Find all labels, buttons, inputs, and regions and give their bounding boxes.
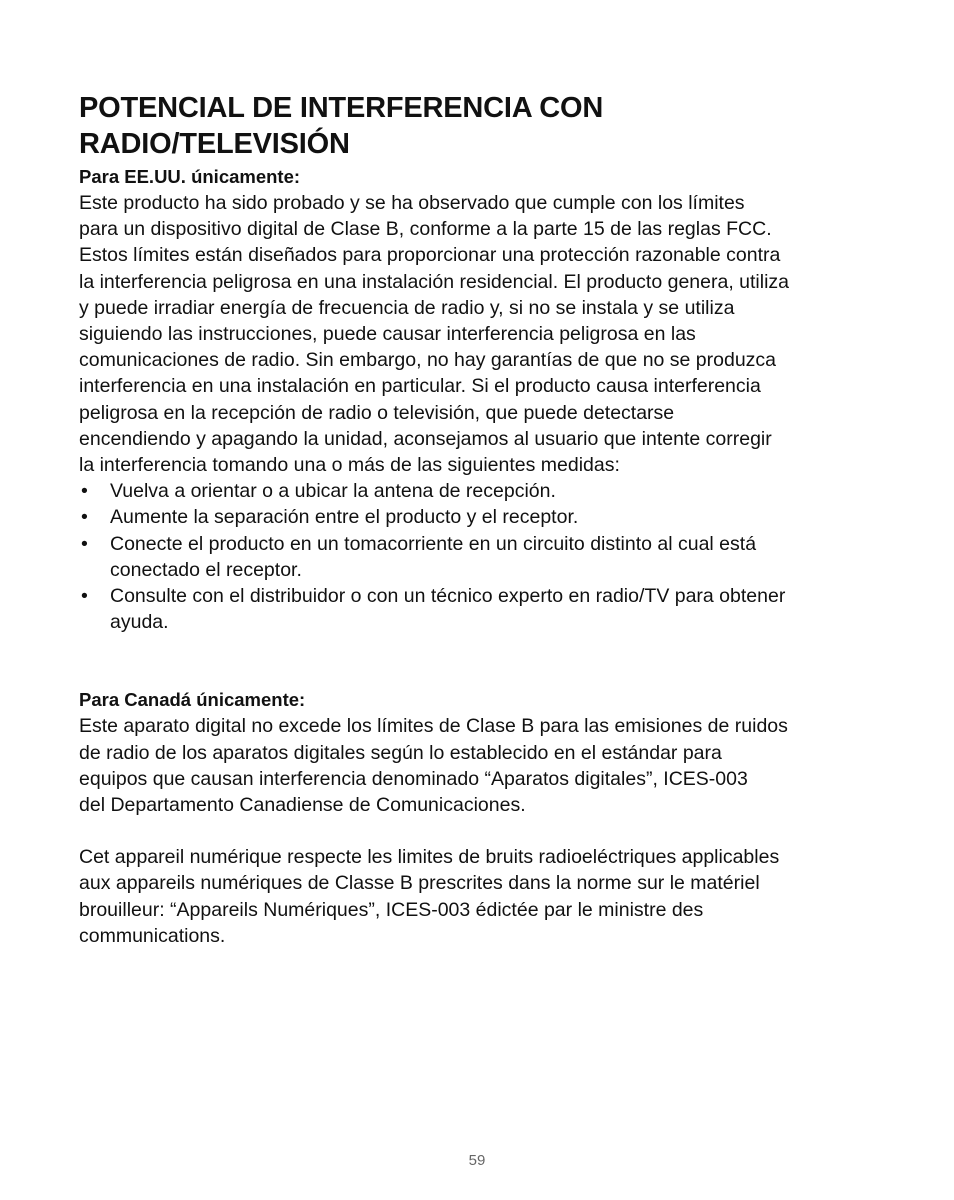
paragraph-line: comunicaciones de radio. Sin embargo, no hay garantías de que no se produzca <box>79 349 777 372</box>
paragraph-line: y puede irradiar energía de frecuencia de radio y, si no se instala y se utiliza <box>79 296 735 319</box>
list-item-text: Aumente la separación entre el producto y el receptor. <box>110 506 579 529</box>
paragraph-line: interferencia en una instalación en particular. Si el producto causa interferencia <box>79 375 761 398</box>
us-section-paragraph <box>79 190 891 478</box>
paragraph-line: peligrosa en la recepción de radio o televisión, que puede detectarse <box>79 401 675 424</box>
paragraph-line: equipos que causan interferencia denominado “Aparatos digitales”, ICES-003 <box>79 767 748 790</box>
list-item-text-continued: conectado el receptor. <box>110 558 302 581</box>
paragraph-line: la interferencia peligrosa en una instalación residencial. El producto genera, utiliza <box>79 270 790 293</box>
paragraph-line: encendiendo y apagando la unidad, aconsejamos al usuario que intente corregir <box>79 427 772 450</box>
canada-section-french-paragraph <box>79 844 891 949</box>
section-spacer <box>79 635 891 687</box>
list-item-text: Vuelva a orientar o a ubicar la antena de recepción. <box>110 480 556 503</box>
page-title-line-1: POTENCIAL DE INTERFERENCIA CON <box>79 92 604 124</box>
page-number: 59 <box>468 1152 486 1169</box>
paragraph-line: Cet appareil numérique respecte les limites de bruits radioeléctriques applicables <box>79 846 780 869</box>
paragraph-line: siguiendo las instrucciones, puede causar interferencia peligrosa en las <box>79 323 696 346</box>
page-title-line-2: RADIO/TELEVISIÓN <box>79 128 350 160</box>
paragraph-line: para un dispositivo digital de Clase B, conforme a la parte 15 de las reglas FCC. <box>79 218 772 241</box>
paragraph-line: de radio de los aparatos digitales según lo establecido en el estándar para <box>79 741 722 764</box>
page-title <box>79 90 891 162</box>
paragraph-line: Este aparato digital no excede los límites de Clase B para las emisiones de ruidos <box>79 715 788 738</box>
paragraph-line: Estos límites están diseñados para proporcionar una protección razonable contra <box>79 244 781 267</box>
paragraph-line: la interferencia tomando una o más de las siguientes medidas: <box>79 454 620 477</box>
list-item <box>79 478 891 504</box>
list-item-text-continued: ayuda. <box>110 611 169 634</box>
list-item <box>79 583 891 635</box>
paragraph-line: del Departamento Canadiense de Comunicaciones. <box>79 794 526 817</box>
paragraph-line: communications. <box>79 924 226 947</box>
bullet-icon: • <box>81 506 88 529</box>
paragraph-line: Este producto ha sido probado y se ha observado que cumple con los límites <box>79 192 745 214</box>
canada-section <box>79 687 891 949</box>
list-item-text: Conecte el producto en un tomacorriente en un circuito distinto al cual está <box>110 532 757 555</box>
paragraph-line: brouilleur: “Appareils Numériques”, ICES-003 édictée par le ministre des <box>79 898 704 921</box>
bullet-icon: • <box>81 532 88 555</box>
list-item <box>79 504 891 530</box>
list-item-text: Consulte con el distribuidor o con un técnico experto en radio/TV para obtener <box>110 585 786 608</box>
document-page <box>79 90 891 949</box>
bullet-icon: • <box>81 480 88 503</box>
paragraph-line: aux appareils numériques de Classe B prescrites dans la norme sur le matériel <box>79 872 760 895</box>
canada-section-subhead: Para Canadá únicamente: <box>79 689 306 711</box>
measures-list <box>79 478 891 635</box>
list-item <box>79 531 891 583</box>
canada-section-paragraph <box>79 713 891 818</box>
paragraph-spacer <box>79 818 891 844</box>
us-section <box>79 164 891 635</box>
bullet-icon: • <box>81 585 88 608</box>
us-section-subhead: Para EE.UU. únicamente: <box>79 166 301 187</box>
